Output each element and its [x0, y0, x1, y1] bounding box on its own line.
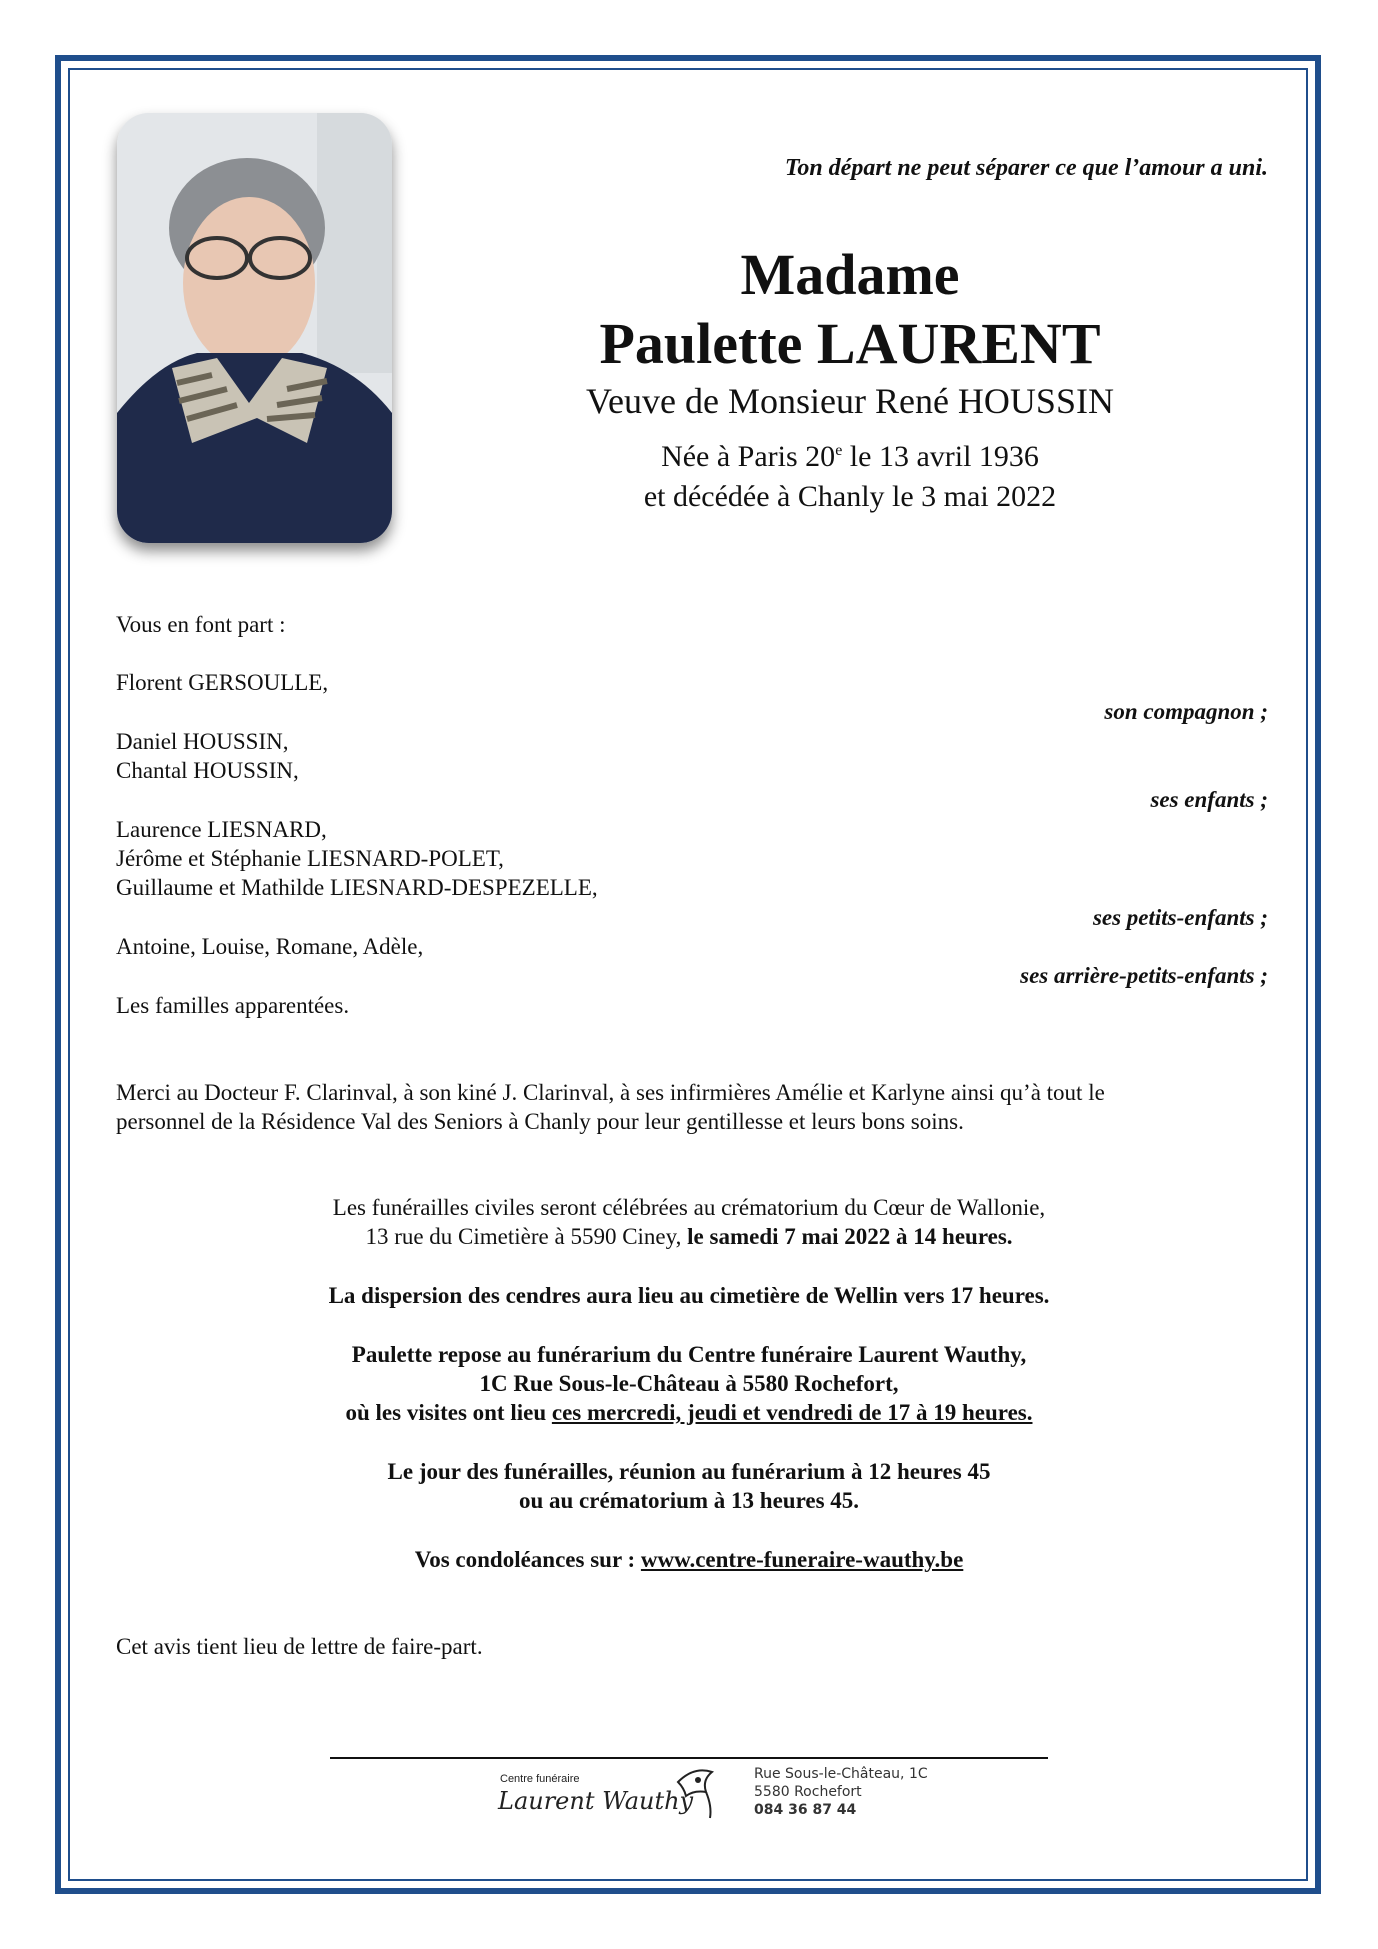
title: Madame — [740, 242, 960, 307]
widow-line: Veuve de Monsieur René HOUSSIN — [586, 381, 1114, 421]
child-name: Chantal HOUSSIN, — [116, 758, 299, 783]
rest-line: où les visites ont lieu ces mercredi, jeudi et vendredi de 17 à 19 heures. — [345, 1400, 1033, 1425]
quote: Ton départ ne peut séparer ce que l’amour a uni. — [784, 155, 1268, 181]
thanks-line: Merci au Docteur F. Clarinval, à son kiné J. Clarinval, à ses infirmières Amélie et Karlyne ainsi qu’à tout le — [116, 1080, 1105, 1105]
condolences-link[interactable]: www.centre-funeraire-wauthy.be — [640, 1547, 964, 1572]
portrait-photo — [117, 113, 392, 543]
portrait-illustration — [117, 113, 392, 543]
deceased-name: Paulette LAURENT — [599, 311, 1101, 376]
funeral-day-line: ou au crématorium à 13 heures 45. — [518, 1488, 860, 1513]
funeral-day-line: Le jour des funérailles, réunion au funérarium à 12 heures 45 — [387, 1459, 991, 1484]
footer-city: 5580 Rochefort — [754, 1784, 862, 1800]
grandchild-name: Jérôme et Stéphanie LIESNARD-POLET, — [116, 846, 504, 871]
great-grandchildren-relation: ses arrière-petits-enfants ; — [1020, 963, 1268, 988]
rest-line: Paulette repose au funérarium du Centre funéraire Laurent Wauthy, — [351, 1342, 1027, 1367]
funeral-line: 13 rue du Cimetière à 5590 Ciney, le samedi 7 mai 2022 à 14 heures. — [365, 1224, 1013, 1249]
family-intro: Vous en font part : — [116, 612, 286, 637]
partner-relation: son compagnon ; — [1104, 699, 1268, 724]
logo-caption: Centre funéraire — [500, 1773, 580, 1785]
logo-name: Laurent Wauthy — [498, 1787, 694, 1815]
condolences-line: Vos condoléances sur : www.centre-funeraire-wauthy.be — [414, 1547, 964, 1572]
children-relation: ses enfants ; — [1150, 787, 1268, 812]
death-line: et décédée à Chanly le 3 mai 2022 — [643, 480, 1057, 513]
great-grandchildren-names: Antoine, Louise, Romane, Adèle, — [116, 934, 424, 959]
thanks-line: personnel de la Résidence Val des Seniors à Chanly pour leur gentillesse et leurs bons soins. — [116, 1109, 964, 1134]
grandchildren-relation: ses petits-enfants ; — [1092, 905, 1268, 930]
related-families: Les familles apparentées. — [116, 993, 350, 1018]
dispersion-line: La dispersion des cendres aura lieu au cimetière de Wellin vers 17 heures. — [328, 1283, 1050, 1308]
footer-phone: 084 36 87 44 — [754, 1802, 857, 1818]
rest-line: 1C Rue Sous-le-Château à 5580 Rochefort, — [479, 1371, 899, 1396]
lily-icon — [672, 1762, 722, 1820]
funeral-line: Les funérailles civiles seront célébrées au crématorium du Cœur de Wallonie, — [332, 1195, 1046, 1220]
child-name: Daniel HOUSSIN, — [116, 729, 289, 754]
footer-address: Rue Sous-le-Château, 1C — [754, 1766, 928, 1782]
footer-divider — [330, 1757, 1048, 1759]
partner-name: Florent GERSOULLE, — [116, 670, 329, 695]
grandchild-name: Laurence LIESNARD, — [116, 817, 327, 842]
grandchild-name: Guillaume et Mathilde LIESNARD-DESPEZELLE, — [116, 875, 598, 900]
birth-line: Née à Paris 20e le 13 avril 1936 — [661, 440, 1039, 473]
closing-line: Cet avis tient lieu de lettre de faire-part. — [116, 1634, 483, 1659]
